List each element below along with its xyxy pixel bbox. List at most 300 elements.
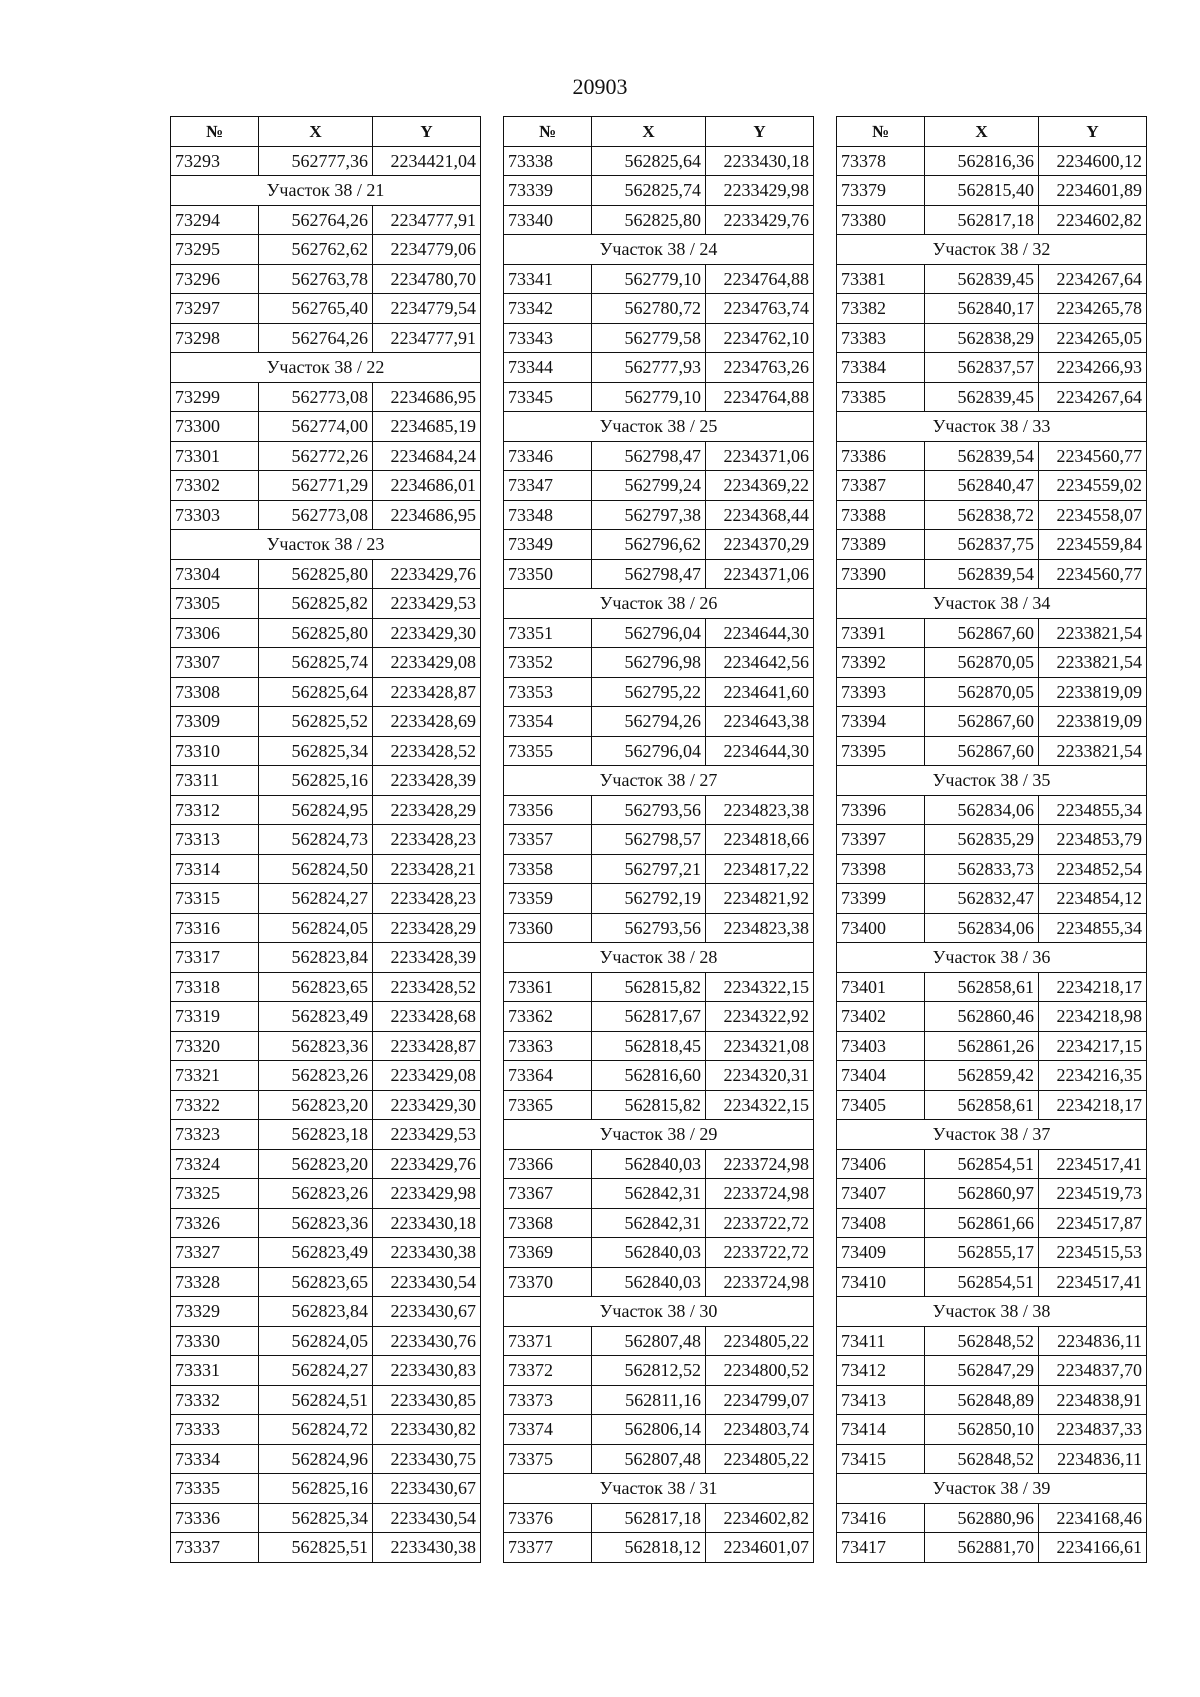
section-label: Участок 38 / 36: [837, 943, 1147, 973]
point-number: 73386: [837, 441, 925, 471]
x-coordinate: 562823,65: [259, 1267, 373, 1297]
table-row: [837, 736, 1147, 766]
x-coordinate: 562834,06: [925, 913, 1039, 943]
table-row: [837, 530, 1147, 560]
y-coordinate: 2233821,54: [1039, 618, 1147, 648]
table-header-row: [171, 117, 481, 147]
point-number: 73350: [504, 559, 592, 589]
y-coordinate: 2233722,72: [706, 1238, 814, 1268]
x-coordinate: 562798,47: [592, 441, 706, 471]
header-y: Y: [706, 117, 814, 147]
table-row: [171, 1326, 481, 1356]
table-row: [504, 677, 814, 707]
y-coordinate: 2233429,53: [373, 1120, 481, 1150]
section-row: [171, 353, 481, 383]
y-coordinate: 2234855,34: [1039, 795, 1147, 825]
table-row: [171, 1356, 481, 1386]
point-number: 73375: [504, 1444, 592, 1474]
x-coordinate: 562848,52: [925, 1326, 1039, 1356]
y-coordinate: 2234823,38: [706, 913, 814, 943]
point-number: 73309: [171, 707, 259, 737]
y-coordinate: 2234322,92: [706, 1002, 814, 1032]
table-row: [837, 648, 1147, 678]
x-coordinate: 562823,36: [259, 1031, 373, 1061]
x-coordinate: 562825,74: [592, 176, 706, 206]
point-number: 73415: [837, 1444, 925, 1474]
table-row: [171, 1120, 481, 1150]
table-row: [837, 1444, 1147, 1474]
section-label: Участок 38 / 22: [171, 353, 481, 383]
point-number: 73330: [171, 1326, 259, 1356]
table-row: [504, 1326, 814, 1356]
x-coordinate: 562858,61: [925, 972, 1039, 1002]
x-coordinate: 562839,45: [925, 264, 1039, 294]
table-row: [837, 176, 1147, 206]
x-coordinate: 562792,19: [592, 884, 706, 914]
point-number: 73408: [837, 1208, 925, 1238]
point-number: 73397: [837, 825, 925, 855]
point-number: 73328: [171, 1267, 259, 1297]
y-coordinate: 2234371,06: [706, 441, 814, 471]
x-coordinate: 562812,52: [592, 1356, 706, 1386]
table-row: [504, 559, 814, 589]
section-row: [837, 766, 1147, 796]
point-number: 73409: [837, 1238, 925, 1268]
y-coordinate: 2234370,29: [706, 530, 814, 560]
point-number: 73381: [837, 264, 925, 294]
x-coordinate: 562870,05: [925, 677, 1039, 707]
table-row: [837, 264, 1147, 294]
point-number: 73401: [837, 972, 925, 1002]
section-row: [504, 943, 814, 973]
table-row: [837, 146, 1147, 176]
table-row: [504, 530, 814, 560]
x-coordinate: 562763,78: [259, 264, 373, 294]
y-coordinate: 2234166,61: [1039, 1533, 1147, 1563]
y-coordinate: 2234216,35: [1039, 1061, 1147, 1091]
table-header-row: [504, 117, 814, 147]
x-coordinate: 562867,60: [925, 736, 1039, 766]
y-coordinate: 2234265,05: [1039, 323, 1147, 353]
x-coordinate: 562860,46: [925, 1002, 1039, 1032]
table-row: [504, 471, 814, 501]
y-coordinate: 2233819,09: [1039, 707, 1147, 737]
point-number: 73351: [504, 618, 592, 648]
y-coordinate: 2234560,77: [1039, 559, 1147, 589]
table-row: [171, 1031, 481, 1061]
x-coordinate: 562854,51: [925, 1149, 1039, 1179]
y-coordinate: 2234685,19: [373, 412, 481, 442]
y-coordinate: 2234686,95: [373, 382, 481, 412]
x-coordinate: 562825,64: [259, 677, 373, 707]
y-coordinate: 2233428,87: [373, 1031, 481, 1061]
y-coordinate: 2234855,34: [1039, 913, 1147, 943]
x-coordinate: 562764,26: [259, 323, 373, 353]
x-coordinate: 562837,75: [925, 530, 1039, 560]
x-coordinate: 562824,73: [259, 825, 373, 855]
x-coordinate: 562840,47: [925, 471, 1039, 501]
point-number: 73303: [171, 500, 259, 530]
point-number: 73319: [171, 1002, 259, 1032]
x-coordinate: 562824,95: [259, 795, 373, 825]
table-row: [171, 264, 481, 294]
point-number: 73369: [504, 1238, 592, 1268]
point-number: 73362: [504, 1002, 592, 1032]
x-coordinate: 562842,31: [592, 1179, 706, 1209]
y-coordinate: 2233430,67: [373, 1297, 481, 1327]
point-number: 73403: [837, 1031, 925, 1061]
point-number: 73406: [837, 1149, 925, 1179]
section-row: [504, 589, 814, 619]
point-number: 73354: [504, 707, 592, 737]
x-coordinate: 562848,89: [925, 1385, 1039, 1415]
table-row: [504, 1385, 814, 1415]
table-row: [504, 618, 814, 648]
point-number: 73378: [837, 146, 925, 176]
y-coordinate: 2234800,52: [706, 1356, 814, 1386]
table-row: [837, 1090, 1147, 1120]
coordinates-table-2: [503, 116, 814, 1563]
point-number: 73414: [837, 1415, 925, 1445]
table-row: [837, 913, 1147, 943]
table-row: [837, 1503, 1147, 1533]
y-coordinate: 2233428,39: [373, 943, 481, 973]
x-coordinate: 562838,72: [925, 500, 1039, 530]
point-number: 73384: [837, 353, 925, 383]
table-row: [171, 441, 481, 471]
x-coordinate: 562825,34: [259, 1503, 373, 1533]
y-coordinate: 2233430,76: [373, 1326, 481, 1356]
y-coordinate: 2234267,64: [1039, 264, 1147, 294]
x-coordinate: 562823,18: [259, 1120, 373, 1150]
point-number: 73324: [171, 1149, 259, 1179]
point-number: 73374: [504, 1415, 592, 1445]
table-row: [171, 1415, 481, 1445]
y-coordinate: 2233428,39: [373, 766, 481, 796]
point-number: 73346: [504, 441, 592, 471]
y-coordinate: 2234218,17: [1039, 1090, 1147, 1120]
y-coordinate: 2234168,46: [1039, 1503, 1147, 1533]
y-coordinate: 2234218,98: [1039, 1002, 1147, 1032]
y-coordinate: 2234643,38: [706, 707, 814, 737]
y-coordinate: 2234322,15: [706, 1090, 814, 1120]
x-coordinate: 562842,31: [592, 1208, 706, 1238]
point-number: 73398: [837, 854, 925, 884]
y-coordinate: 2234321,08: [706, 1031, 814, 1061]
x-coordinate: 562834,06: [925, 795, 1039, 825]
y-coordinate: 2233428,23: [373, 884, 481, 914]
point-number: 73313: [171, 825, 259, 855]
section-row: [504, 235, 814, 265]
x-coordinate: 562824,50: [259, 854, 373, 884]
x-coordinate: 562823,49: [259, 1002, 373, 1032]
y-coordinate: 2233428,29: [373, 795, 481, 825]
table-row: [504, 1356, 814, 1386]
point-number: 73417: [837, 1533, 925, 1563]
y-coordinate: 2233430,82: [373, 1415, 481, 1445]
section-label: Участок 38 / 27: [504, 766, 814, 796]
point-number: 73305: [171, 589, 259, 619]
point-number: 73296: [171, 264, 259, 294]
point-number: 73367: [504, 1179, 592, 1209]
point-number: 73335: [171, 1474, 259, 1504]
x-coordinate: 562807,48: [592, 1444, 706, 1474]
y-coordinate: 2233429,76: [706, 205, 814, 235]
section-label: Участок 38 / 38: [837, 1297, 1147, 1327]
x-coordinate: 562825,52: [259, 707, 373, 737]
point-number: 73373: [504, 1385, 592, 1415]
point-number: 73327: [171, 1238, 259, 1268]
x-coordinate: 562815,82: [592, 972, 706, 1002]
table-row: [837, 441, 1147, 471]
table-row: [171, 736, 481, 766]
point-number: 73379: [837, 176, 925, 206]
point-number: 73377: [504, 1533, 592, 1563]
x-coordinate: 562765,40: [259, 294, 373, 324]
point-number: 73352: [504, 648, 592, 678]
point-number: 73337: [171, 1533, 259, 1563]
table-row: [504, 825, 814, 855]
y-coordinate: 2234779,54: [373, 294, 481, 324]
x-coordinate: 562816,36: [925, 146, 1039, 176]
x-coordinate: 562797,21: [592, 854, 706, 884]
table-row: [171, 205, 481, 235]
x-coordinate: 562859,42: [925, 1061, 1039, 1091]
table-row: [504, 913, 814, 943]
coordinates-table-1: [170, 116, 481, 1563]
table-row: [837, 707, 1147, 737]
y-coordinate: 2234559,02: [1039, 471, 1147, 501]
y-coordinate: 2233429,98: [706, 176, 814, 206]
point-number: 73339: [504, 176, 592, 206]
x-coordinate: 562796,04: [592, 618, 706, 648]
y-coordinate: 2234762,10: [706, 323, 814, 353]
table-row: [171, 323, 481, 353]
y-coordinate: 2233428,52: [373, 972, 481, 1002]
header-number: №: [171, 117, 259, 147]
table-row: [171, 412, 481, 442]
x-coordinate: 562762,62: [259, 235, 373, 265]
point-number: 73388: [837, 500, 925, 530]
table-row: [171, 972, 481, 1002]
table-header-row: [837, 117, 1147, 147]
table-row: [504, 1061, 814, 1091]
y-coordinate: 2233429,53: [373, 589, 481, 619]
x-coordinate: 562777,93: [592, 353, 706, 383]
y-coordinate: 2233428,29: [373, 913, 481, 943]
y-coordinate: 2233429,08: [373, 648, 481, 678]
table-row: [504, 648, 814, 678]
x-coordinate: 562858,61: [925, 1090, 1039, 1120]
y-coordinate: 2234854,12: [1039, 884, 1147, 914]
x-coordinate: 562815,40: [925, 176, 1039, 206]
point-number: 73349: [504, 530, 592, 560]
x-coordinate: 562824,27: [259, 884, 373, 914]
y-coordinate: 2233430,54: [373, 1267, 481, 1297]
point-number: 73320: [171, 1031, 259, 1061]
x-coordinate: 562867,60: [925, 618, 1039, 648]
section-row: [837, 589, 1147, 619]
x-coordinate: 562823,84: [259, 943, 373, 973]
table-row: [171, 589, 481, 619]
table-row: [837, 323, 1147, 353]
table-row: [171, 1090, 481, 1120]
y-coordinate: 2234368,44: [706, 500, 814, 530]
section-row: [837, 412, 1147, 442]
table-row: [837, 972, 1147, 1002]
y-coordinate: 2234602,82: [706, 1503, 814, 1533]
y-coordinate: 2234266,93: [1039, 353, 1147, 383]
y-coordinate: 2233821,54: [1039, 736, 1147, 766]
x-coordinate: 562835,29: [925, 825, 1039, 855]
table-row: [837, 1533, 1147, 1563]
point-number: 73302: [171, 471, 259, 501]
table-row: [837, 471, 1147, 501]
table-row: [171, 471, 481, 501]
point-number: 73393: [837, 677, 925, 707]
x-coordinate: 562825,80: [259, 559, 373, 589]
x-coordinate: 562779,10: [592, 382, 706, 412]
point-number: 73312: [171, 795, 259, 825]
point-number: 73336: [171, 1503, 259, 1533]
y-coordinate: 2234779,06: [373, 235, 481, 265]
table-row: [504, 1444, 814, 1474]
point-number: 73338: [504, 146, 592, 176]
point-number: 73306: [171, 618, 259, 648]
x-coordinate: 562824,51: [259, 1385, 373, 1415]
point-number: 73400: [837, 913, 925, 943]
x-coordinate: 562880,96: [925, 1503, 1039, 1533]
section-row: [837, 943, 1147, 973]
x-coordinate: 562870,05: [925, 648, 1039, 678]
y-coordinate: 2234602,82: [1039, 205, 1147, 235]
y-coordinate: 2233430,18: [373, 1208, 481, 1238]
point-number: 73383: [837, 323, 925, 353]
section-label: Участок 38 / 21: [171, 176, 481, 206]
y-coordinate: 2234600,12: [1039, 146, 1147, 176]
point-number: 73410: [837, 1267, 925, 1297]
point-number: 73387: [837, 471, 925, 501]
point-number: 73321: [171, 1061, 259, 1091]
table-row: [837, 618, 1147, 648]
x-coordinate: 562832,47: [925, 884, 1039, 914]
point-number: 73343: [504, 323, 592, 353]
table-row: [837, 559, 1147, 589]
point-number: 73391: [837, 618, 925, 648]
x-coordinate: 562823,20: [259, 1149, 373, 1179]
table-row: [171, 146, 481, 176]
table-row: [171, 1238, 481, 1268]
y-coordinate: 2233430,83: [373, 1356, 481, 1386]
section-row: [837, 1297, 1147, 1327]
y-coordinate: 2234558,07: [1039, 500, 1147, 530]
point-number: 73365: [504, 1090, 592, 1120]
table-row: [171, 854, 481, 884]
table-row: [504, 1002, 814, 1032]
point-number: 73304: [171, 559, 259, 589]
table-row: [171, 913, 481, 943]
x-coordinate: 562825,80: [259, 618, 373, 648]
y-coordinate: 2234805,22: [706, 1326, 814, 1356]
y-coordinate: 2234601,07: [706, 1533, 814, 1563]
point-number: 73326: [171, 1208, 259, 1238]
section-label: Участок 38 / 34: [837, 589, 1147, 619]
point-number: 73318: [171, 972, 259, 1002]
point-number: 73371: [504, 1326, 592, 1356]
section-label: Участок 38 / 30: [504, 1297, 814, 1327]
point-number: 73315: [171, 884, 259, 914]
table-row: [837, 854, 1147, 884]
point-number: 73416: [837, 1503, 925, 1533]
table-row: [504, 884, 814, 914]
x-coordinate: 562838,29: [925, 323, 1039, 353]
point-number: 73308: [171, 677, 259, 707]
point-number: 73394: [837, 707, 925, 737]
table-row: [837, 205, 1147, 235]
x-coordinate: 562777,36: [259, 146, 373, 176]
x-coordinate: 562793,56: [592, 795, 706, 825]
table-row: [171, 1444, 481, 1474]
table-row: [171, 766, 481, 796]
point-number: 73404: [837, 1061, 925, 1091]
table-row: [504, 353, 814, 383]
point-number: 73316: [171, 913, 259, 943]
x-coordinate: 562837,57: [925, 353, 1039, 383]
y-coordinate: 2234519,73: [1039, 1179, 1147, 1209]
table-row: [504, 1238, 814, 1268]
x-coordinate: 562861,66: [925, 1208, 1039, 1238]
x-coordinate: 562824,05: [259, 913, 373, 943]
y-coordinate: 2234267,64: [1039, 382, 1147, 412]
y-coordinate: 2234686,01: [373, 471, 481, 501]
point-number: 73300: [171, 412, 259, 442]
point-number: 73293: [171, 146, 259, 176]
table-row: [171, 235, 481, 265]
point-number: 73361: [504, 972, 592, 1002]
y-coordinate: 2233821,54: [1039, 648, 1147, 678]
y-coordinate: 2233430,18: [706, 146, 814, 176]
table-row: [171, 559, 481, 589]
point-number: 73395: [837, 736, 925, 766]
y-coordinate: 2234836,11: [1039, 1326, 1147, 1356]
y-coordinate: 2234265,78: [1039, 294, 1147, 324]
y-coordinate: 2234838,91: [1039, 1385, 1147, 1415]
x-coordinate: 562771,29: [259, 471, 373, 501]
table-row: [171, 1179, 481, 1209]
section-label: Участок 38 / 31: [504, 1474, 814, 1504]
table-row: [504, 264, 814, 294]
y-coordinate: 2234644,30: [706, 736, 814, 766]
point-number: 73389: [837, 530, 925, 560]
table-row: [171, 1208, 481, 1238]
section-row: [504, 766, 814, 796]
x-coordinate: 562794,26: [592, 707, 706, 737]
table-row: [504, 205, 814, 235]
table-row: [504, 176, 814, 206]
y-coordinate: 2234515,53: [1039, 1238, 1147, 1268]
table-row: [837, 795, 1147, 825]
y-coordinate: 2234823,38: [706, 795, 814, 825]
y-coordinate: 2234817,22: [706, 854, 814, 884]
table-row: [504, 500, 814, 530]
y-coordinate: 2234517,41: [1039, 1149, 1147, 1179]
x-coordinate: 562796,98: [592, 648, 706, 678]
table-row: [837, 1415, 1147, 1445]
x-coordinate: 562816,60: [592, 1061, 706, 1091]
table-row: [171, 500, 481, 530]
section-row: [837, 1474, 1147, 1504]
table-row: [504, 146, 814, 176]
